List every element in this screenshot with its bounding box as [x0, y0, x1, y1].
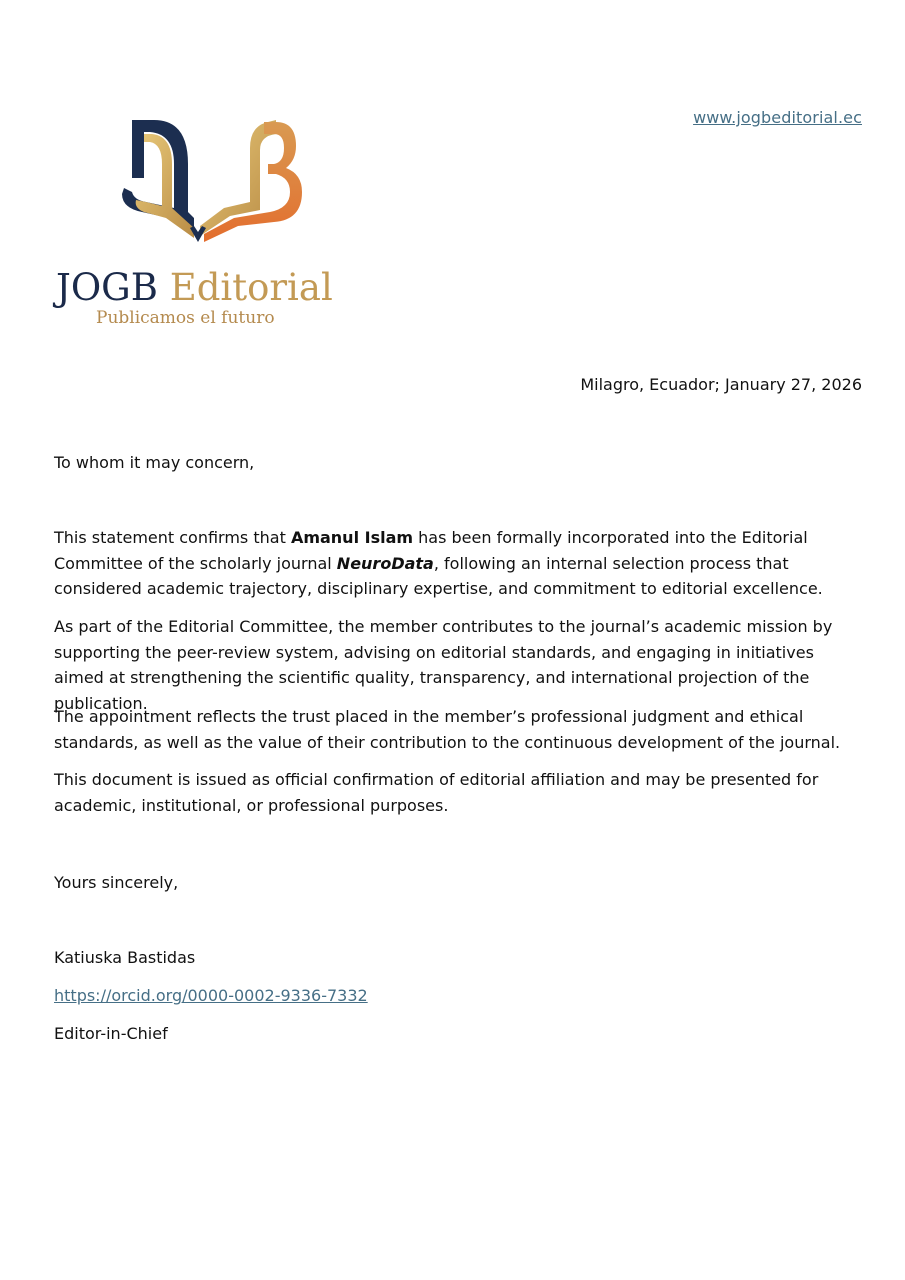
- logo-brand-main: JOGB: [56, 266, 158, 309]
- paragraph-confirmation: [54, 525, 864, 602]
- jogb-editorial-logo: [54, 108, 344, 334]
- date-line: Milagro, Ecuador; January 27, 2026: [580, 375, 862, 394]
- member-name: Amanul Islam: [290, 528, 414, 547]
- salutation: To whom it may concern,: [54, 453, 255, 472]
- logo-brand-accent: Editorial: [169, 266, 333, 309]
- closing: Yours sincerely,: [54, 873, 179, 892]
- logo-brand-text: [56, 266, 346, 310]
- paragraph-purpose: This document is issued as official confirmation of editorial affiliation and may be presented for academic, institutional, or professional purposes.: [54, 770, 819, 815]
- website-link[interactable]: www.jogbeditorial.ec: [693, 108, 862, 127]
- signer-name: Katiuska Bastidas: [54, 948, 196, 967]
- logo-tagline: Publicamos el futuro: [96, 308, 275, 328]
- paragraph-1-text-c: , following an internal selection process that considered academic trajectory, disciplinary expertise, and commitment to editorial excellence.: [54, 553, 823, 598]
- signer-title: Editor-in-Chief: [54, 1024, 168, 1043]
- orcid-link[interactable]: https://orcid.org/0000-0002-9336-7332: [54, 986, 368, 1005]
- paragraph-1-text-a: This statement confirms that: [54, 528, 291, 547]
- paragraph-1-text-b: has been formally incorporated into the Editorial Committee of the scholarly journal: [54, 528, 808, 573]
- paragraph-role: As part of the Editorial Committee, the member contributes to the journal’s academic mission by supporting the peer-review system, advising on editorial standards, and engaging in initiatives aimed at strengthening the scientific quality, transparency, and international projection of the publication.: [54, 617, 833, 713]
- journal-name: NeuroData: [336, 553, 434, 573]
- open-book-db-monogram-icon: [54, 108, 344, 268]
- paragraph-appointment: The appointment reflects the trust placed in the member’s professional judgment and ethical standards, as well as the value of their contribution to the continuous development of the journal.: [54, 707, 841, 752]
